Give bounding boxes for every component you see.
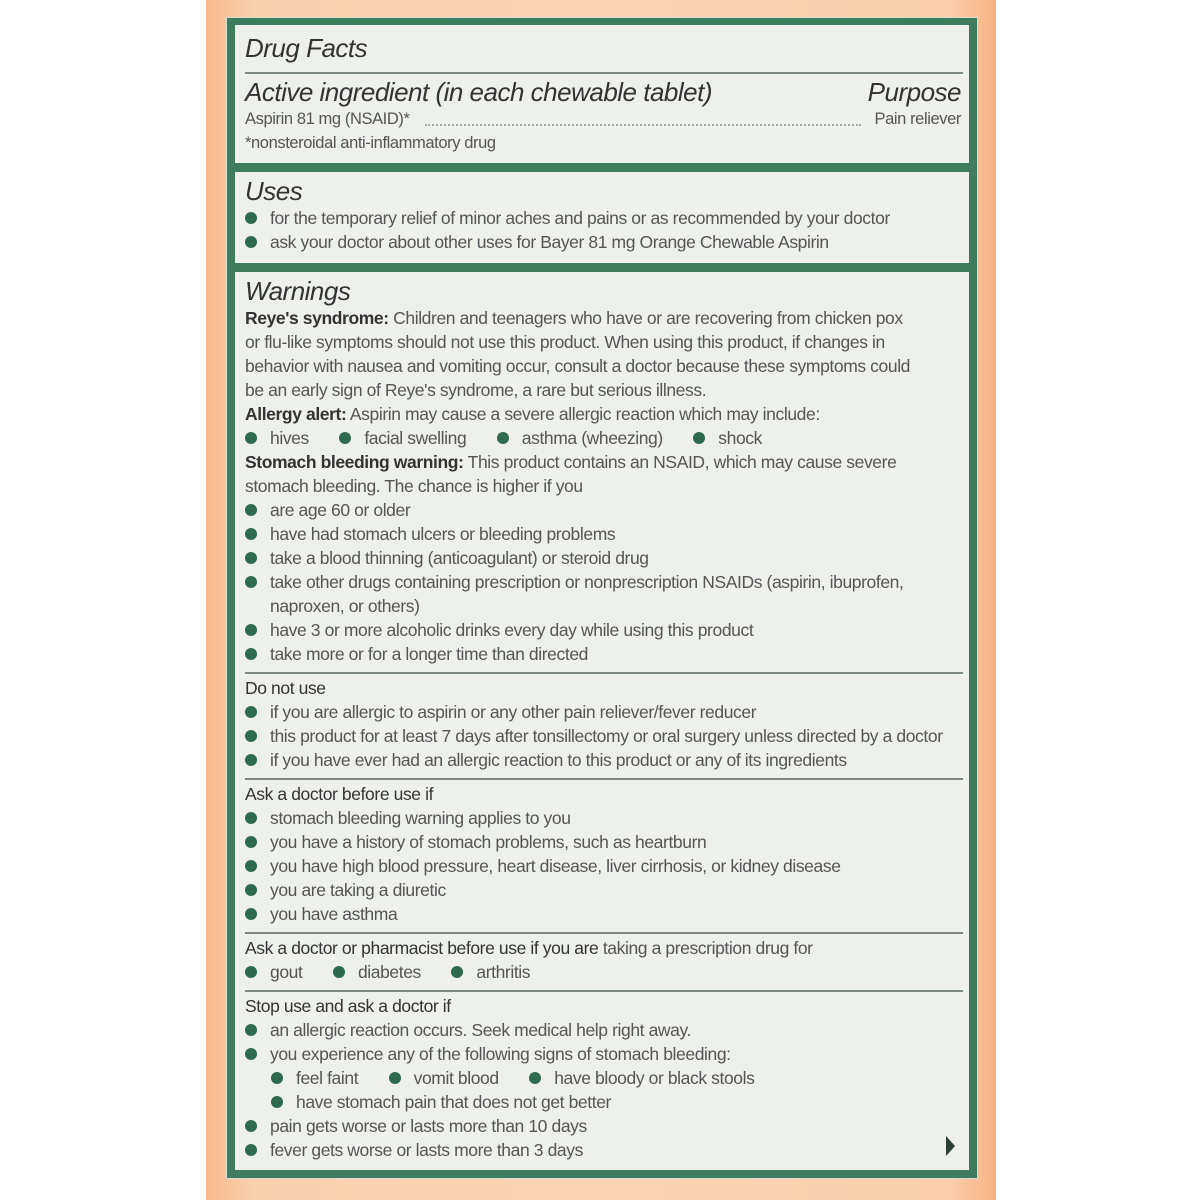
bullet-icon [245,504,257,516]
bullet-icon [245,908,257,920]
drug-facts-label [226,17,978,1179]
list-item: an allergic reaction occurs. Seek medical help right away. [245,1020,691,1041]
bullet-icon [333,966,345,978]
bullet-icon [245,212,257,224]
active-ingredient-heading: Active ingredient (in each chewable tablet) [245,77,713,107]
do-not-use-heading: Do not use [245,678,326,698]
list-item: take other drugs containing prescription or nonprescription NSAIDs (aspirin, ibuprofen, [245,572,903,593]
pharmacist-items: gout diabetes arthritis [245,962,530,983]
bullet-icon [245,812,257,824]
purpose-heading: Purpose [867,77,961,107]
warnings-heading: Warnings [245,276,351,306]
purpose-text: Pain reliever [874,110,961,128]
bullet-icon [245,706,257,718]
ask-doctor-heading: Ask a doctor before use if [245,784,434,804]
list-item: if you have ever had an allergic reaction to this product or any of its ingredients [245,750,847,771]
sub-item: have stomach pain that does not get better [271,1092,611,1113]
bullet-icon [271,1072,283,1084]
stomach-warning-line-1: Stomach bleeding warning: This product contains an NSAID, which may cause severe [245,452,897,472]
list-item: have 3 or more alcoholic drinks every day while using this product [245,620,753,641]
bullet-icon [245,1120,257,1132]
bullet-icon [245,836,257,848]
leader-dots [425,124,861,126]
divider [245,672,963,674]
bullet-icon [245,624,257,636]
uses-panel [235,172,969,263]
list-item: have had stomach ulcers or bleeding problems [245,524,615,545]
list-item: fever gets worse or lasts more than 3 days [245,1140,583,1161]
bullet-icon [245,576,257,588]
divider [245,72,963,74]
list-item: you are taking a diuretic [245,880,446,901]
bullet-icon [693,432,705,444]
allergy-items: hives facial swelling asthma (wheezing) shock [245,428,762,449]
reyes-line-2: or flu-like symptoms should not use this product. When using this product, if changes in [245,332,885,352]
divider [245,778,963,780]
warnings-panel [235,272,969,1170]
list-item: ask your doctor about other uses for Bayer 81 mg Orange Chewable Aspirin [245,232,829,253]
list-item: you have a history of stomach problems, such as heartburn [245,832,706,853]
footnote-text: *nonsteroidal anti-inflammatory drug [245,134,496,152]
reyes-line-4: be an early sign of Reye's syndrome, a rare but serious illness. [245,380,707,400]
list-item: if you are allergic to aspirin or any other pain reliever/fever reducer [245,702,756,723]
bullet-icon [245,754,257,766]
list-item: you have high blood pressure, heart disease, liver cirrhosis, or kidney disease [245,856,841,877]
list-item: for the temporary relief of minor aches and pains or as recommended by your doctor [245,208,890,229]
uses-heading: Uses [245,176,303,206]
list-item-continuation: naproxen, or others) [270,596,420,616]
drug-facts-title: Drug Facts [245,33,368,63]
bullet-icon [497,432,509,444]
stomach-warning-line-2: stomach bleeding. The chance is higher if you [245,476,583,496]
bullet-icon [529,1072,541,1084]
bullet-icon [245,552,257,564]
bullet-icon [245,730,257,742]
allergy-alert: Allergy alert: Aspirin may cause a severe allergic reaction which may include: [245,404,820,424]
divider [245,990,963,992]
ask-pharmacist-heading: Ask a doctor or pharmacist before use if you are taking a prescription drug for [245,938,813,958]
bullet-icon [451,966,463,978]
list-item: take a blood thinning (anticoagulant) or steroid drug [245,548,649,569]
bullet-icon [245,1024,257,1036]
ingredient-text: Aspirin 81 mg (NSAID)* [245,110,410,128]
list-item: take more or for a longer time than directed [245,644,588,665]
bullet-icon [271,1096,283,1108]
reyes-line-1: Reye's syndrome: Children and teenagers who have or are recovering from chicken pox [245,308,903,328]
list-item: pain gets worse or lasts more than 10 days [245,1116,587,1137]
list-item: you experience any of the following signs of stomach bleeding: [245,1044,731,1065]
bullet-icon [245,1144,257,1156]
sub-items: feel faint vomit blood have bloody or black stools [271,1068,754,1089]
bullet-icon [339,432,351,444]
stop-use-heading: Stop use and ask a doctor if [245,996,451,1016]
list-item: this product for at least 7 days after tonsillectomy or oral surgery unless directed by a doctor [245,726,943,747]
bullet-icon [245,1048,257,1060]
reyes-line-3: behavior with nausea and vomiting occur, consult a doctor because these symptoms could [245,356,911,376]
bullet-icon [245,648,257,660]
bullet-icon [245,884,257,896]
bullet-icon [245,528,257,540]
active-ingredient-panel [235,25,969,163]
list-item: you have asthma [245,904,397,925]
list-item: are age 60 or older [245,500,410,521]
bullet-icon [245,860,257,872]
bullet-icon [245,236,257,248]
bullet-icon [245,966,257,978]
list-item: stomach bleeding warning applies to you [245,808,571,829]
bullet-icon [389,1072,401,1084]
bullet-icon [245,432,257,444]
divider [245,932,963,934]
continue-arrow-icon [946,1136,955,1156]
